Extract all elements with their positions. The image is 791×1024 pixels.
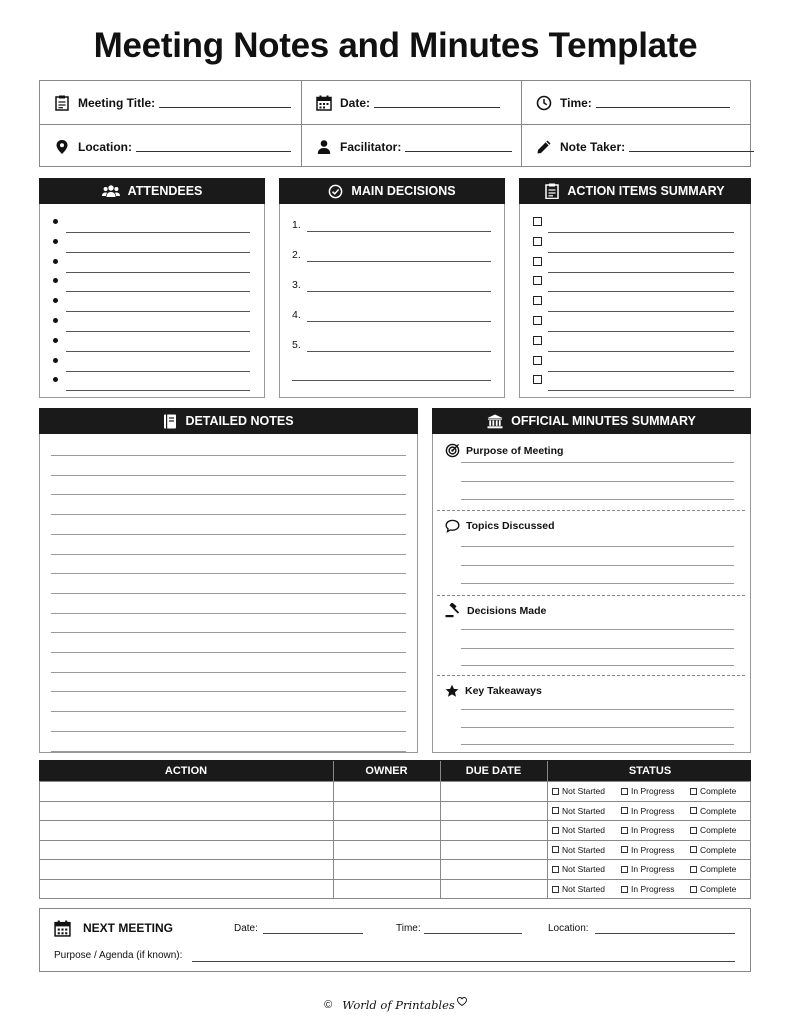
status-option-in-progress[interactable]	[621, 864, 674, 874]
notes-line[interactable]	[51, 554, 406, 555]
column-header-action: ACTION	[164, 764, 208, 777]
notes-line[interactable]	[51, 475, 406, 476]
action-items-summary-panel	[519, 178, 751, 398]
action-items-summary-title: ACTION ITEMS SUMMARY	[567, 184, 725, 198]
status-label: Complete	[700, 884, 737, 894]
status-label: In Progress	[631, 844, 675, 855]
status-label: Complete	[700, 844, 737, 855]
bullet	[53, 318, 58, 323]
decision-line[interactable]	[307, 291, 491, 292]
notes-line[interactable]	[51, 731, 406, 732]
status-option-in-progress[interactable]	[621, 806, 674, 816]
note-taker-label: Note Taker:	[560, 139, 626, 154]
checkbox[interactable]	[533, 296, 542, 305]
status-label: Complete	[700, 786, 737, 796]
checkbox[interactable]	[533, 336, 542, 345]
person-icon	[316, 139, 332, 155]
minutes-line[interactable]	[461, 565, 734, 566]
meeting-title-field[interactable]	[54, 81, 291, 124]
main-decisions-header	[279, 178, 505, 204]
attendees-panel	[39, 178, 265, 398]
notes-line[interactable]	[51, 494, 406, 495]
checkbox[interactable]	[621, 788, 628, 795]
row-divider	[40, 840, 750, 841]
action-summary-line[interactable]	[548, 232, 734, 233]
notes-line[interactable]	[51, 573, 406, 574]
decision-number: 1.	[292, 219, 301, 231]
official-minutes-panel	[432, 408, 751, 753]
status-option-not-started[interactable]	[552, 806, 605, 816]
attendee-line[interactable]	[66, 390, 250, 391]
notes-line[interactable]	[51, 672, 406, 673]
checkbox[interactable]	[533, 276, 542, 285]
location-field[interactable]	[54, 125, 291, 168]
status-label: Not Started	[562, 844, 605, 855]
minutes-line[interactable]	[461, 629, 734, 630]
checkbox[interactable]	[621, 807, 628, 814]
attendee-line[interactable]	[66, 291, 250, 292]
facilitator-field[interactable]	[316, 125, 512, 168]
institution-icon	[487, 414, 503, 429]
next-meeting-date-label: Date:	[234, 923, 258, 934]
section-divider	[437, 510, 745, 511]
time-label: Time:	[560, 95, 592, 110]
checkbox[interactable]	[690, 788, 697, 795]
key-takeaways-heading	[445, 684, 542, 698]
brand-name: World of Printables	[342, 998, 455, 1012]
attendee-line[interactable]	[66, 272, 250, 273]
checkbox[interactable]	[533, 375, 542, 384]
minutes-line[interactable]	[461, 648, 734, 649]
official-minutes-header	[432, 408, 751, 434]
attendee-line[interactable]	[66, 232, 250, 233]
notes-line[interactable]	[51, 514, 406, 515]
row-divider	[40, 801, 750, 802]
notebook-icon	[163, 414, 177, 429]
status-option-complete[interactable]	[690, 845, 736, 855]
row-divider	[40, 781, 750, 782]
checkbox[interactable]	[552, 846, 559, 853]
decisions-label: Decisions Made	[467, 604, 547, 617]
status-option-not-started[interactable]	[552, 825, 605, 835]
status-option-not-started[interactable]	[552, 845, 605, 855]
status-label: Not Started	[562, 825, 605, 836]
next-meeting-purpose-line[interactable]	[192, 961, 735, 962]
notes-line[interactable]	[51, 632, 406, 633]
attendee-line[interactable]	[66, 311, 250, 312]
attendee-line[interactable]	[66, 252, 250, 253]
clipboard-icon	[545, 183, 559, 199]
main-decisions-title: MAIN DECISIONS	[351, 184, 456, 198]
status-option-complete[interactable]	[690, 864, 736, 874]
action-items-summary-header	[519, 178, 751, 204]
status-option-complete[interactable]	[690, 825, 736, 835]
time-line	[596, 98, 730, 108]
notes-line[interactable]	[51, 711, 406, 712]
location-line	[136, 142, 291, 152]
status-option-in-progress[interactable]	[621, 884, 674, 894]
note-taker-line	[629, 142, 754, 152]
status-option-not-started[interactable]	[552, 884, 605, 894]
meeting-info-grid	[39, 80, 751, 167]
checkbox[interactable]	[552, 866, 559, 873]
minutes-line[interactable]	[461, 727, 734, 728]
action-table	[39, 760, 751, 899]
notes-line[interactable]	[51, 534, 406, 535]
checkbox[interactable]	[690, 866, 697, 873]
decision-line[interactable]	[307, 261, 491, 262]
calendar-list-icon	[54, 95, 70, 111]
pencil-icon	[536, 139, 552, 155]
status-label: In Progress	[631, 786, 675, 796]
decisions-made-heading	[445, 603, 546, 618]
status-label: In Progress	[631, 884, 675, 894]
column-header-owner: OWNER	[365, 764, 408, 777]
official-minutes-title: OFFICIAL MINUTES SUMMARY	[511, 414, 696, 428]
status-option-complete[interactable]	[690, 884, 736, 894]
notes-line[interactable]	[51, 691, 406, 692]
next-meeting-location-line[interactable]	[595, 933, 735, 934]
checkbox[interactable]	[690, 846, 697, 853]
bullet	[53, 239, 58, 244]
status-option-in-progress[interactable]	[621, 845, 674, 855]
main-decisions-panel	[279, 178, 505, 398]
status-option-not-started[interactable]	[552, 786, 605, 796]
status-option-not-started[interactable]	[552, 864, 605, 874]
decision-number: 4.	[292, 309, 301, 321]
action-summary-line[interactable]	[548, 291, 734, 292]
checkbox[interactable]	[621, 866, 628, 873]
bullet	[53, 338, 58, 343]
status-label: Complete	[700, 805, 737, 816]
checkbox[interactable]	[690, 886, 697, 893]
decision-number: 5.	[292, 339, 301, 351]
facilitator-label: Facilitator:	[340, 139, 402, 154]
attendee-line[interactable]	[66, 331, 250, 332]
status-option-complete[interactable]	[690, 806, 736, 816]
detailed-notes-panel	[39, 408, 418, 753]
column-header-due-date: DUE DATE	[465, 764, 522, 777]
date-field[interactable]	[316, 81, 500, 124]
checkbox[interactable]	[621, 846, 628, 853]
status-label: Complete	[700, 825, 737, 836]
page-title: Meeting Notes and Minutes Template	[93, 26, 698, 65]
users-icon	[102, 184, 120, 198]
next-meeting-time-line[interactable]	[424, 933, 522, 934]
status-label: Not Started	[562, 805, 605, 816]
minutes-line[interactable]	[461, 709, 734, 710]
gavel-icon	[445, 603, 461, 618]
attendee-line[interactable]	[66, 371, 250, 372]
copyright-symbol: ©	[324, 999, 333, 1011]
date-line	[374, 98, 500, 108]
facilitator-line	[405, 142, 512, 152]
action-table-header	[39, 760, 751, 781]
attendee-line[interactable]	[66, 351, 250, 352]
next-meeting-title: NEXT MEETING	[83, 921, 174, 935]
decision-line[interactable]	[307, 231, 491, 232]
location-label: Location:	[78, 139, 132, 154]
row-divider	[40, 859, 750, 860]
checkbox[interactable]	[533, 217, 542, 226]
status-label: Not Started	[562, 864, 605, 875]
time-field[interactable]	[536, 81, 730, 124]
minutes-line[interactable]	[461, 499, 734, 500]
checkbox[interactable]	[621, 827, 628, 834]
notes-line[interactable]	[51, 613, 406, 614]
attendees-title: ATTENDEES	[127, 184, 203, 198]
check-circle-icon	[328, 184, 343, 199]
action-summary-line[interactable]	[548, 390, 734, 391]
location-pin-icon	[54, 139, 70, 155]
notes-line[interactable]	[51, 652, 406, 653]
checkbox[interactable]	[552, 788, 559, 795]
decision-line[interactable]	[292, 380, 491, 381]
notes-line[interactable]	[51, 593, 406, 594]
status-option-in-progress[interactable]	[621, 825, 674, 835]
checkbox[interactable]	[621, 886, 628, 893]
next-meeting-purpose-label: Purpose / Agenda (if known):	[54, 950, 183, 961]
target-icon	[445, 443, 460, 458]
checkbox[interactable]	[533, 356, 542, 365]
minutes-line[interactable]	[461, 665, 734, 666]
detailed-notes-title: DETAILED NOTES	[185, 414, 294, 428]
bullet	[53, 358, 58, 363]
decision-line[interactable]	[307, 321, 491, 322]
bullet	[53, 298, 58, 303]
checkbox[interactable]	[533, 237, 542, 246]
next-meeting-date-line[interactable]	[263, 933, 363, 934]
checkbox[interactable]	[552, 886, 559, 893]
purpose-label: Purpose of Meeting	[466, 444, 564, 457]
checkbox[interactable]	[690, 827, 697, 834]
clock-icon	[536, 95, 552, 111]
row-divider	[40, 820, 750, 821]
status-label: In Progress	[631, 805, 675, 816]
next-meeting-section	[39, 908, 751, 972]
minutes-line[interactable]	[461, 481, 734, 482]
checkbox[interactable]	[533, 316, 542, 325]
decision-number: 3.	[292, 279, 301, 291]
purpose-of-meeting-heading	[445, 443, 563, 458]
notes-line[interactable]	[51, 751, 406, 752]
checkbox[interactable]	[552, 827, 559, 834]
action-summary-line[interactable]	[548, 331, 734, 332]
status-label: In Progress	[631, 825, 675, 836]
note-taker-field[interactable]	[536, 125, 754, 168]
notes-line[interactable]	[51, 455, 406, 456]
status-label: Not Started	[562, 884, 605, 894]
heart-icon	[457, 997, 467, 1006]
minutes-line[interactable]	[461, 462, 734, 463]
minutes-line[interactable]	[461, 583, 734, 584]
takeaways-label: Key Takeaways	[465, 685, 542, 697]
star-icon	[445, 684, 459, 698]
minutes-line[interactable]	[461, 744, 734, 745]
topics-label: Topics Discussed	[466, 520, 555, 532]
bullet	[53, 377, 58, 382]
meeting-title-line	[159, 98, 291, 108]
attendees-header	[39, 178, 265, 204]
decision-line[interactable]	[307, 351, 491, 352]
decision-number: 2.	[292, 249, 301, 261]
speech-bubble-icon	[445, 519, 460, 533]
bullet	[53, 259, 58, 264]
action-summary-line[interactable]	[548, 371, 734, 372]
column-header-status: STATUS	[628, 764, 672, 777]
footer	[0, 998, 791, 1012]
row-divider	[40, 879, 750, 880]
minutes-line[interactable]	[461, 546, 734, 547]
checkbox[interactable]	[533, 257, 542, 266]
action-summary-line[interactable]	[548, 272, 734, 273]
next-meeting-time-label: Time:	[396, 923, 421, 934]
next-meeting-location-label: Location:	[548, 923, 589, 934]
topics-discussed-heading	[445, 519, 555, 533]
action-summary-line[interactable]	[548, 252, 734, 253]
date-label: Date:	[340, 95, 371, 110]
meeting-title-label: Meeting Title:	[78, 95, 156, 110]
calendar-icon	[316, 95, 332, 111]
bullet	[53, 278, 58, 283]
checkbox[interactable]	[690, 807, 697, 814]
status-label: Complete	[700, 864, 737, 875]
action-summary-line[interactable]	[548, 351, 734, 352]
status-label: Not Started	[562, 786, 605, 796]
section-divider	[437, 595, 745, 596]
detailed-notes-header	[39, 408, 418, 434]
status-label: In Progress	[631, 864, 675, 875]
status-option-in-progress[interactable]	[621, 786, 674, 796]
calendar-icon	[54, 920, 71, 942]
action-summary-line[interactable]	[548, 311, 734, 312]
section-divider	[437, 675, 745, 676]
bullet	[53, 219, 58, 224]
status-option-complete[interactable]	[690, 786, 736, 796]
checkbox[interactable]	[552, 807, 559, 814]
